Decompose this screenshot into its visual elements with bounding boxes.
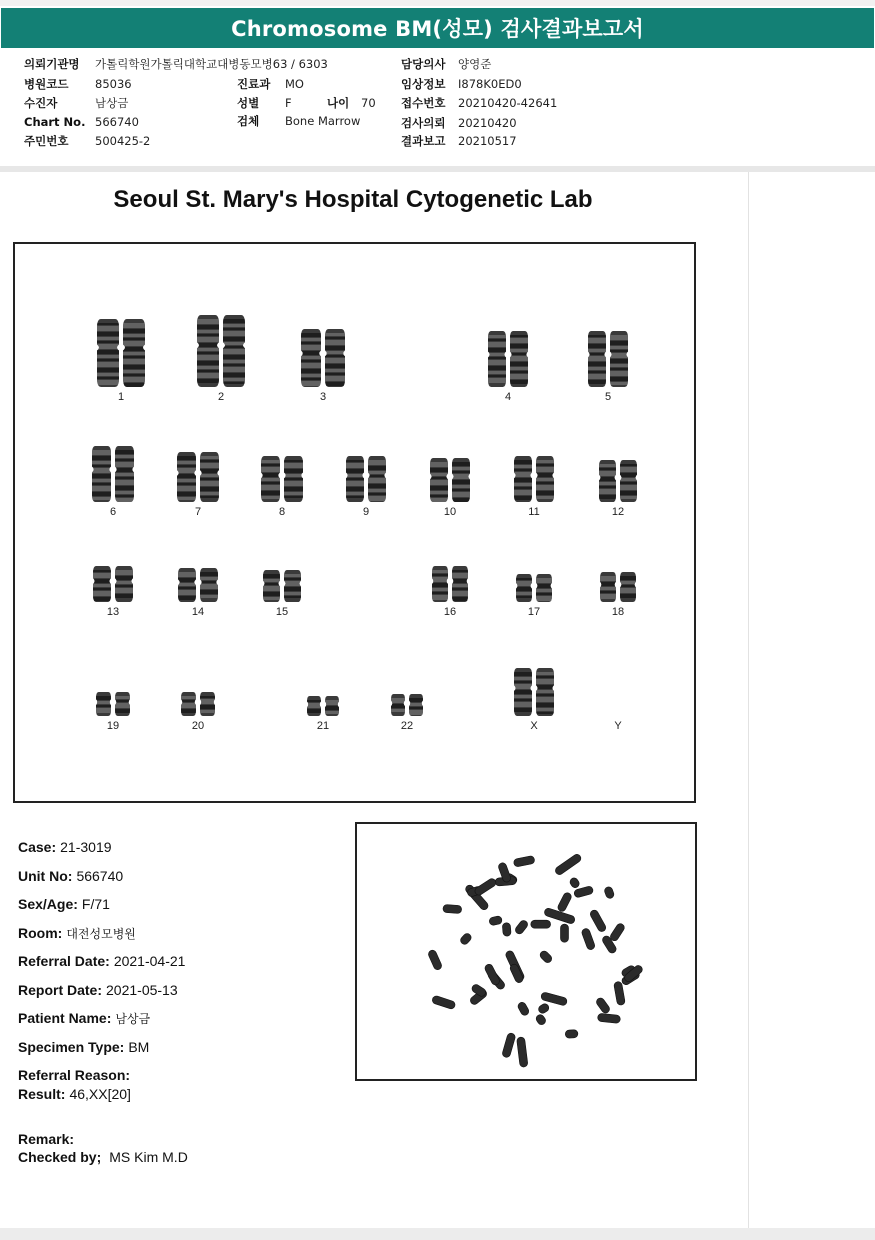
patient-header [0, 50, 875, 167]
report-date-value: 2021-05-13 [106, 982, 178, 998]
header-row-hospital-code [24, 76, 132, 92]
top-edge [0, 0, 875, 6]
specimen-line [18, 1039, 149, 1055]
page-margin [749, 172, 875, 1228]
chromosome-pair-x [514, 668, 554, 716]
karyogram-panel [13, 242, 696, 803]
room-line [18, 925, 136, 942]
remark-line [18, 1131, 74, 1147]
chromosome-pair-13 [93, 566, 133, 602]
chromosome-pair-6 [92, 446, 134, 502]
chromosome-pair-3 [301, 329, 345, 387]
specimen-label: Specimen Type: [18, 1039, 125, 1055]
metaphase-spread-image [357, 824, 695, 1079]
case-value: 21-3019 [60, 839, 112, 855]
chromosome-label-15: 15 [275, 606, 289, 618]
chromosome-label-5: 5 [604, 391, 612, 403]
chromosome-pair-4 [488, 331, 528, 387]
room-label: Room: [18, 925, 63, 941]
header-label: 접수번호 [401, 96, 446, 110]
header-label: 성별 [237, 96, 260, 110]
report-date-label: Report Date: [18, 982, 103, 998]
referral-date-value: 2021-04-21 [113, 953, 186, 969]
checked-label: Checked by; [18, 1149, 102, 1165]
header-row-chart [24, 115, 139, 129]
header-row-institution [24, 56, 328, 72]
sexage-label: Sex/Age: [18, 896, 78, 912]
chromosome-pair-10 [430, 458, 470, 502]
referral-reason-line [18, 1067, 130, 1083]
header-value: 20210517 [458, 134, 517, 148]
header-label: 의뢰기관명 [24, 57, 80, 71]
header-value: 남상금 [95, 96, 129, 110]
chromosome-pair-18 [600, 572, 636, 602]
chromosome-label-16: 16 [443, 606, 457, 618]
header-value: 20210420 [458, 116, 517, 130]
header-row-receipt [401, 95, 557, 111]
header-row-clinical [401, 76, 522, 92]
chromosome-label-2: 2 [217, 391, 225, 403]
header-value: 566740 [95, 115, 139, 129]
report-title: Chromosome BM(성모) 검사결과보고서 [231, 17, 644, 41]
chromosome-pair-16 [432, 566, 468, 602]
result-value: 46,XX[20] [69, 1086, 131, 1102]
chromosome-label-19: 19 [106, 720, 120, 732]
chromosome-pair-22 [391, 694, 423, 716]
referral-date-label: Referral Date: [18, 953, 110, 969]
chromosome-label-14: 14 [191, 606, 205, 618]
header-value: MO [285, 77, 304, 91]
chromosome-pair-14 [178, 568, 218, 602]
header-row-specimen [237, 113, 360, 129]
header-label: Chart No. [24, 115, 86, 129]
chromosome-pair-12 [599, 460, 637, 502]
chromosome-pair-9 [346, 456, 386, 502]
chromosome-pair-8 [261, 456, 303, 502]
chromosome-pair-20 [181, 692, 215, 716]
header-label: 검사의뢰 [401, 116, 446, 130]
chromosome-label-8: 8 [278, 506, 286, 518]
report-title-bar [1, 8, 874, 48]
checked-value: MS Kim M.D [109, 1149, 188, 1165]
header-value: 양영준 [458, 57, 492, 71]
header-value: 가톨릭학원가톨릭대학교대병동 [95, 57, 251, 71]
metaphase-image-panel [355, 822, 697, 1081]
chromosome-label-x: X [530, 720, 538, 732]
age-value: 70 [361, 96, 376, 110]
header-label: 검체 [237, 114, 260, 128]
report-date-line [18, 982, 178, 998]
header-value: 500425-2 [95, 134, 151, 148]
header-label: 병원코드 [24, 77, 69, 91]
patient-value: 남상금 [115, 1012, 151, 1026]
chromosome-label-13: 13 [106, 606, 120, 618]
sexage-line [18, 896, 110, 912]
chromosome-label-12: 12 [611, 506, 625, 518]
sexage-value: F/71 [81, 896, 110, 912]
header-label: 결과보고 [401, 134, 446, 148]
lab-title: Seoul St. Mary's Hospital Cytogenetic Lab [113, 186, 593, 213]
chromosome-pair-19 [96, 692, 130, 716]
patient-label: Patient Name: [18, 1010, 112, 1026]
header-value: I878K0ED0 [458, 77, 522, 91]
room-value: 대전성모병원 [66, 927, 136, 941]
chromosome-label-17: 17 [527, 606, 541, 618]
chromosome-pair-15 [263, 570, 301, 602]
header-label: 진료과 [237, 77, 271, 91]
result-line [18, 1086, 131, 1102]
chromosome-label-9: 9 [362, 506, 370, 518]
chromosome-label-11: 11 [528, 506, 540, 518]
unit-line [18, 868, 123, 884]
header-row-sex [237, 95, 376, 111]
header-value: 85036 [95, 77, 132, 91]
remark-label: Remark: [18, 1131, 75, 1147]
chromosome-pair-2 [197, 315, 245, 387]
chromosome-pair-1 [97, 319, 145, 387]
chromosome-label-20: 20 [191, 720, 205, 732]
chromosome-label-10: 10 [443, 506, 457, 518]
specimen-value: BM [128, 1039, 150, 1055]
header-label: 주민번호 [24, 134, 69, 148]
header-label: 임상정보 [401, 77, 446, 91]
header-value: Bone Marrow [285, 114, 361, 128]
chromosome-label-7: 7 [194, 506, 202, 518]
patient-name-line [18, 1010, 150, 1027]
referral-date-line [18, 953, 185, 969]
chromosome-label-4: 4 [504, 391, 512, 403]
header-label: 수진자 [24, 96, 58, 110]
chromosome-label-1: 1 [117, 391, 125, 403]
chromosome-label-3: 3 [319, 391, 327, 403]
header-value: F [285, 96, 292, 110]
chromosome-label-22: 22 [400, 720, 414, 732]
chromosome-pair-7 [177, 452, 219, 502]
header-row-id [24, 133, 150, 149]
header-row-doctor [401, 56, 491, 72]
chromosome-label-y: Y [614, 720, 622, 732]
unit-value: 566740 [76, 868, 124, 884]
header-row-patient [24, 95, 128, 111]
case-label: Case: [18, 839, 57, 855]
chromosome-label-18: 18 [611, 606, 625, 618]
chromosome-pair-17 [516, 574, 552, 602]
chromosome-pair-11 [514, 456, 554, 502]
result-label: Result: [18, 1086, 66, 1102]
bottom-edge [0, 1228, 875, 1240]
ward-code: 모병63 / 6303 [250, 57, 328, 71]
age-label: 나이 [327, 96, 350, 110]
chromosome-label-21: 21 [316, 720, 330, 732]
chromosome-label-6: 6 [109, 506, 117, 518]
case-line [18, 839, 112, 855]
header-row-request [401, 115, 517, 131]
checked-line [18, 1149, 188, 1165]
header-row-result-date [401, 133, 517, 149]
header-row-dept [237, 76, 304, 92]
referral-reason-label: Referral Reason: [18, 1067, 131, 1083]
header-label: 담당의사 [401, 57, 446, 71]
chromosome-pair-21 [307, 696, 339, 716]
unit-label: Unit No: [18, 868, 73, 884]
chromosome-pair-5 [588, 331, 628, 387]
header-value: 20210420-42641 [458, 96, 558, 110]
